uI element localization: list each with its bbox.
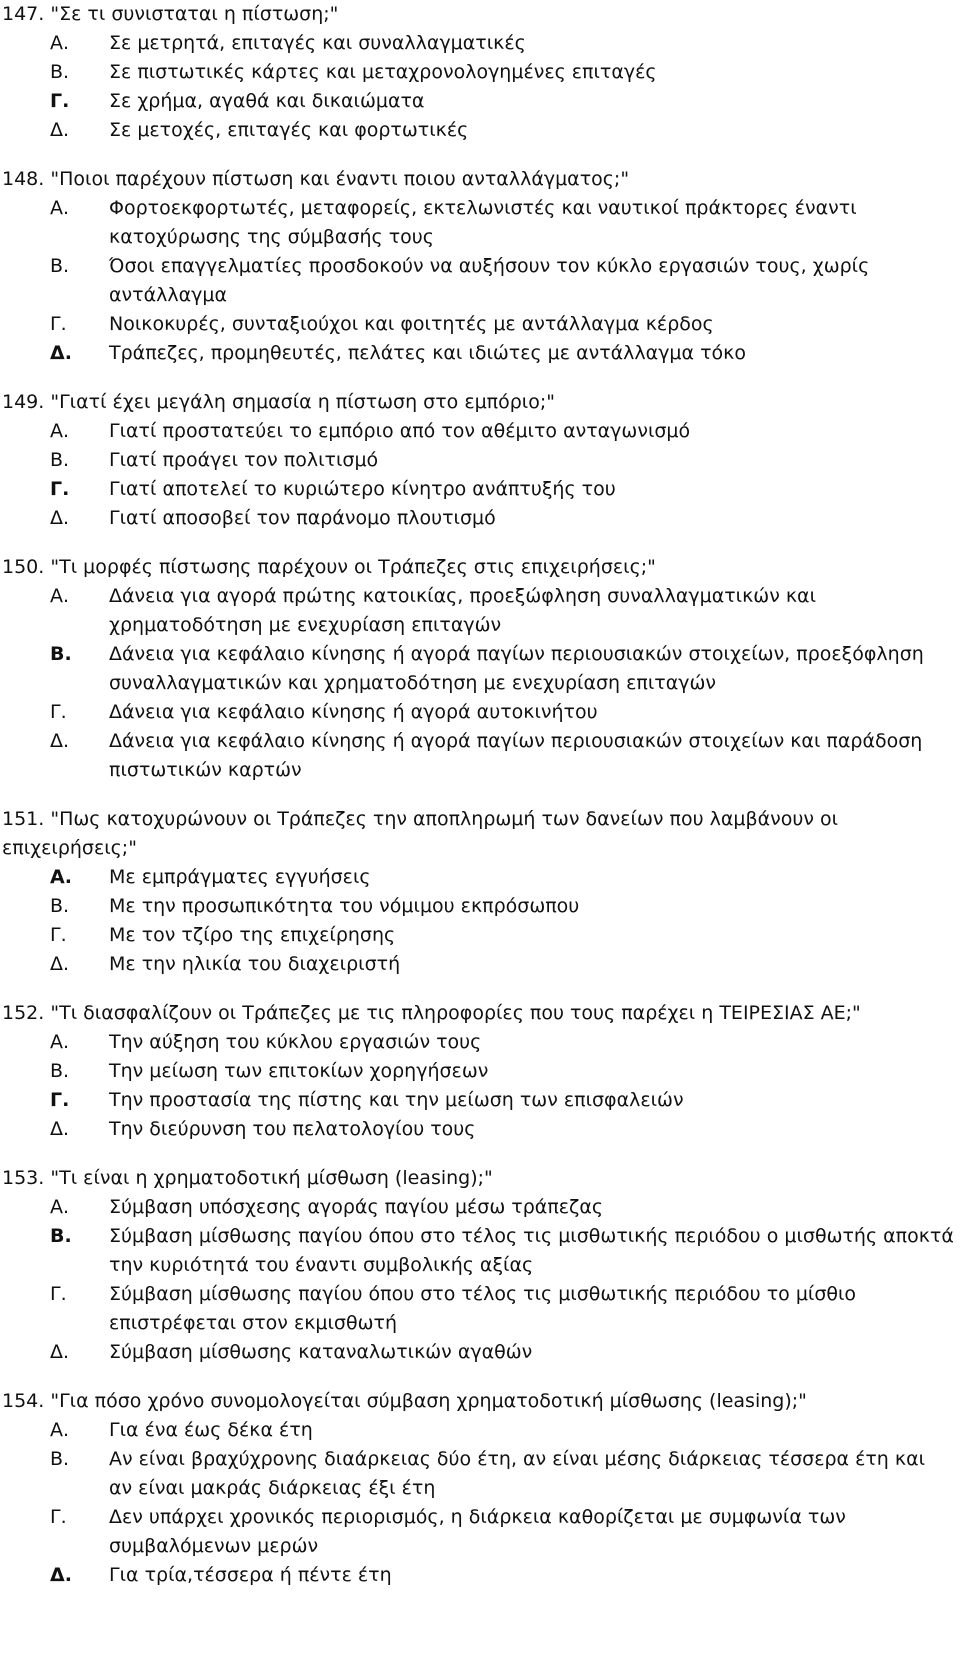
option-letter: Α. <box>50 1031 70 1053</box>
option-text: Δάνεια για αγορά πρώτης κατοικίας, προεξώφληση συναλλαγματικών και χρηματοδότηση με ενεχυρίαση επιταγών <box>109 585 816 636</box>
option-letter: Γ. <box>50 1506 67 1528</box>
option-text: Σύμβαση μίσθωσης παγίου όπου στο τέλος τις μισθωτικής περιόδου το μίσθιο επιστρέφεται στον εκμισθωτή <box>109 1283 857 1334</box>
option-text: Σε μετρητά, επιταγές και συναλλαγματικές <box>109 32 526 54</box>
option-text: Με την ηλικία του διαχειριστή <box>109 953 401 975</box>
option-text: Γιατί αποτελεί το κυριώτερο κίνητρο ανάπτυξής του <box>109 478 616 500</box>
option-letter: Β. <box>50 1060 70 1082</box>
question-150 <box>0 553 960 785</box>
option-text: Δεν υπάρχει χρονικός περιορισμός, η διάρκεια καθορίζεται με συμφωνία των συμβαλόμενων μερών <box>109 1506 846 1557</box>
answer-option <box>0 1416 960 1445</box>
answer-option <box>0 1338 960 1367</box>
option-letter: Β. <box>50 643 72 665</box>
answer-option <box>0 58 960 87</box>
spacer <box>0 979 960 999</box>
question-text: "Πως κατοχυρώνουν οι Τράπεζες την αποπληρωμή των δανείων που λαμβάνουν οι επιχειρήσεις;" <box>2 808 839 859</box>
answer-option <box>0 1193 960 1222</box>
spacer <box>0 145 960 165</box>
option-letter: Β. <box>50 895 70 917</box>
option-text: Για τρία,τέσσερα ή πέντε έτη <box>109 1564 392 1586</box>
question-number: 151. <box>2 808 45 830</box>
answer-option <box>0 1445 960 1503</box>
spacer <box>0 1367 960 1387</box>
answer-option <box>0 1503 960 1561</box>
question-text: "Τι είναι η χρηματοδοτική μίσθωση (leasing);" <box>50 1167 493 1189</box>
question-148 <box>0 165 960 368</box>
option-letter: Δ. <box>50 1341 70 1363</box>
option-text: Την διεύρυνση του πελατολογίου τους <box>109 1118 476 1140</box>
answer-option <box>0 582 960 640</box>
option-text: Αν είναι βραχύχρονης διαάρκειας δύο έτη, αν είναι μέσης διάρκειας τέσσερα έτη και αν είναι μακράς διάρκειας έξι έτη <box>109 1448 926 1499</box>
question-number: 152. <box>2 1002 45 1024</box>
answer-option <box>0 892 960 921</box>
option-letter: Β. <box>50 61 70 83</box>
answer-option <box>0 417 960 446</box>
option-letter: Δ. <box>50 342 72 364</box>
question-number: 150. <box>2 556 45 578</box>
answer-option <box>0 640 960 698</box>
question-149 <box>0 388 960 533</box>
answer-option <box>0 1086 960 1115</box>
spacer <box>0 533 960 553</box>
question-number: 153. <box>2 1167 45 1189</box>
option-letter: Α. <box>50 1419 70 1441</box>
option-letter: Α. <box>50 1196 70 1218</box>
option-letter: Γ. <box>50 478 70 500</box>
option-text: Σε χρήμα, αγαθά και δικαιώματα <box>109 90 425 112</box>
option-letter: Α. <box>50 32 70 54</box>
option-letter: Β. <box>50 449 70 471</box>
spacer <box>0 368 960 388</box>
question-text: "Τι διασφαλίζουν οι Τράπεζες με τις πληροφορίες που τους παρέχει η ΤΕΙΡΕΣΙΑΣ ΑΕ;" <box>50 1002 861 1024</box>
question-152 <box>0 999 960 1144</box>
option-letter: Γ. <box>50 1283 67 1305</box>
option-text: Σε πιστωτικές κάρτες και μεταχρονολογημένες επιταγές <box>109 61 657 83</box>
spacer <box>0 1144 960 1164</box>
option-letter: Α. <box>50 197 70 219</box>
question-title <box>0 1164 960 1193</box>
option-letter: Δ. <box>50 953 70 975</box>
answer-option <box>0 698 960 727</box>
option-text: Δάνεια για κεφάλαιο κίνησης ή αγορά αυτοκινήτου <box>109 701 598 723</box>
answer-option <box>0 116 960 145</box>
answer-option <box>0 87 960 116</box>
answer-option <box>0 310 960 339</box>
answer-option <box>0 1280 960 1338</box>
answer-option <box>0 446 960 475</box>
answer-option <box>0 252 960 310</box>
option-letter: Γ. <box>50 924 67 946</box>
option-text: Την προστασία της πίστης και την μείωση των επισφαλειών <box>109 1089 684 1111</box>
answer-option <box>0 1028 960 1057</box>
question-title <box>0 553 960 582</box>
question-154 <box>0 1387 960 1590</box>
option-text: Γιατί προάγει τον πολιτισμό <box>109 449 379 471</box>
question-title <box>0 388 960 417</box>
option-text: Σύμβαση μίσθωσης παγίου όπου στο τέλος τις μισθωτικής περιόδου ο μισθωτής αποκτά την κυριότητά του έναντι συμβολικής αξίας <box>109 1225 954 1276</box>
answer-option <box>0 339 960 368</box>
answer-option <box>0 504 960 533</box>
option-text: Νοικοκυρές, συνταξιούχοι και φοιτητές με αντάλλαγμα κέρδος <box>109 313 714 335</box>
answer-option <box>0 475 960 504</box>
option-text: Για ένα έως δέκα έτη <box>109 1419 313 1441</box>
option-letter: Α. <box>50 866 72 888</box>
option-text: Με την προσωπικότητα του νόμιμου εκπρόσωπου <box>109 895 580 917</box>
question-number: 148. <box>2 168 45 190</box>
option-letter: Γ. <box>50 1089 70 1111</box>
option-letter: Α. <box>50 585 70 607</box>
option-text: Με εμπράγματες εγγυήσεις <box>109 866 371 888</box>
option-letter: Β. <box>50 1448 70 1470</box>
question-title <box>0 1387 960 1416</box>
answer-option <box>0 1222 960 1280</box>
option-letter: Δ. <box>50 507 70 529</box>
option-text: Γιατί αποσοβεί τον παράνομο πλουτισμό <box>109 507 496 529</box>
answer-option <box>0 1561 960 1590</box>
option-text: Δάνεια για κεφάλαιο κίνησης ή αγορά παγίων περιουσιακών στοιχείων και παράδοση πιστωτικών καρτών <box>109 730 923 781</box>
answer-option <box>0 727 960 785</box>
question-text: "Γιατί έχει μεγάλη σημασία η πίστωση στο εμπόριο;" <box>50 391 556 413</box>
question-number: 147. <box>2 3 45 25</box>
option-letter: Γ. <box>50 701 67 723</box>
question-text: "Για πόσο χρόνο συνομολογείται σύμβαση χρηματοδοτική μίσθωσης (leasing);" <box>50 1390 807 1412</box>
option-text: Τράπεζες, προμηθευτές, πελάτες και ιδιώτες με αντάλλαγμα τόκο <box>109 342 746 364</box>
option-letter: Δ. <box>50 119 70 141</box>
option-letter: Β. <box>50 255 70 277</box>
option-letter: Δ. <box>50 730 70 752</box>
option-text: Φορτοεκφορτωτές, μεταφορείς, εκτελωνιστές και ναυτικοί πράκτορες έναντι κατοχύρωσης της σύμβασής τους <box>109 197 857 248</box>
option-letter: Α. <box>50 420 70 442</box>
question-text: "Σε τι συνισταται η πίστωση;" <box>50 3 339 25</box>
option-text: Σε μετοχές, επιταγές και φορτωτικές <box>109 119 469 141</box>
question-title <box>0 999 960 1028</box>
option-text: Την αύξηση του κύκλου εργασιών τους <box>109 1031 482 1053</box>
option-letter: Γ. <box>50 90 70 112</box>
question-text: "Ποιοι παρέχουν πίστωση και έναντι ποιου ανταλλάγματος;" <box>50 168 630 190</box>
answer-option <box>0 950 960 979</box>
answer-option <box>0 1115 960 1144</box>
question-153 <box>0 1164 960 1367</box>
option-letter: Δ. <box>50 1564 72 1586</box>
question-title <box>0 0 960 29</box>
option-text: Όσοι επαγγελματίες προσδοκούν να αυξήσουν τον κύκλο εργασιών τους, χωρίς αντάλλαγμα <box>109 255 870 306</box>
answer-option <box>0 921 960 950</box>
option-text: Με τον τζίρο της επιχείρησης <box>109 924 396 946</box>
spacer <box>0 785 960 805</box>
answer-option <box>0 29 960 58</box>
option-text: Σύμβαση μίσθωσης καταναλωτικών αγαθών <box>109 1341 533 1363</box>
question-151 <box>0 805 960 979</box>
answer-option <box>0 1057 960 1086</box>
question-number: 154. <box>2 1390 45 1412</box>
question-title <box>0 805 952 863</box>
question-147 <box>0 0 960 145</box>
option-text: Γιατί προστατεύει το εμπόριο από τον αθέμιτο ανταγωνισμό <box>109 420 691 442</box>
answer-option <box>0 194 960 252</box>
option-letter: Β. <box>50 1225 72 1247</box>
option-text: Σύμβαση υπόσχεσης αγοράς παγίου μέσω τράπεζας <box>109 1196 604 1218</box>
question-number: 149. <box>2 391 45 413</box>
option-letter: Γ. <box>50 313 67 335</box>
option-letter: Δ. <box>50 1118 70 1140</box>
option-text: Δάνεια για κεφάλαιο κίνησης ή αγορά παγίων περιουσιακών στοιχείων, προεξόφληση συναλλαγματικών και χρηματοδότηση με ενεχυρίαση επιταγών <box>109 643 924 694</box>
question-text: "Τι μορφές πίστωσης παρέχουν οι Τράπεζες στις επιχειρήσεις;" <box>50 556 656 578</box>
question-title <box>0 165 960 194</box>
answer-option <box>0 863 960 892</box>
option-text: Την μείωση των επιτοκίων χορηγήσεων <box>109 1060 489 1082</box>
